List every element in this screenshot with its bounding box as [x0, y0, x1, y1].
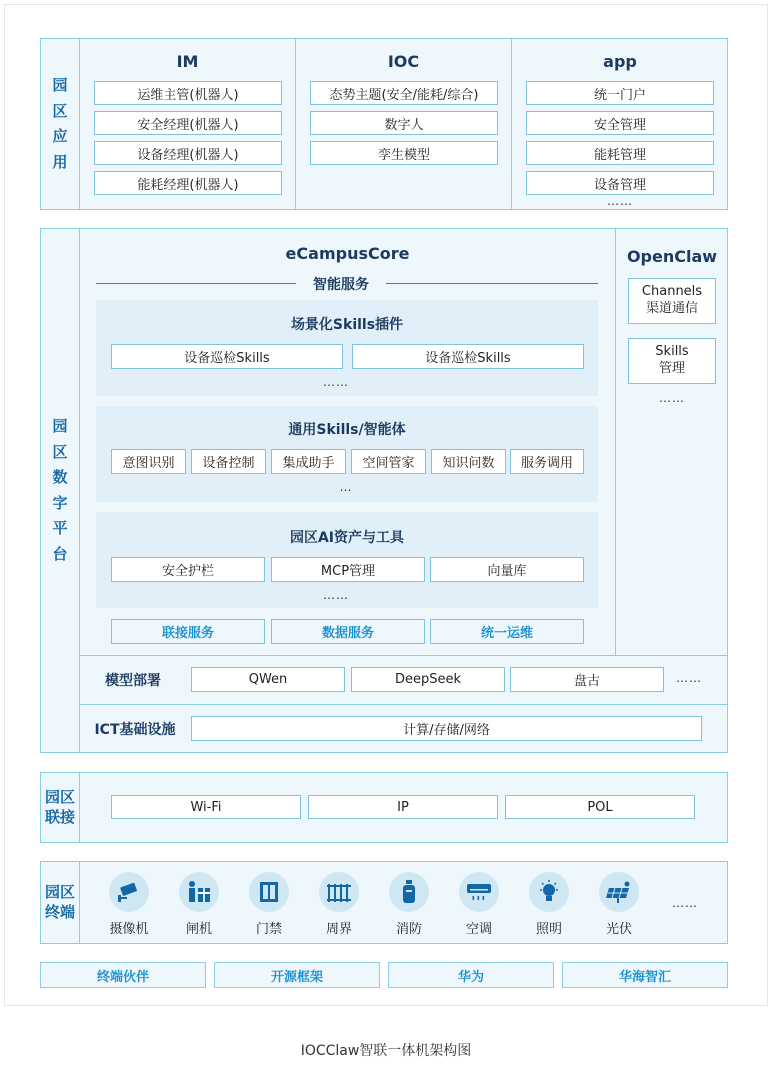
service-item: 统一运维	[430, 619, 584, 644]
gate-icon	[179, 872, 219, 912]
general-skill-item: 设备控制	[191, 449, 266, 474]
terminal-label: 照明	[535, 922, 562, 937]
general-skill-item: 空间管家	[351, 449, 426, 474]
openclaw-skills-line2: 管理	[658, 361, 685, 376]
service-item: 数据服务	[271, 619, 425, 644]
divider	[79, 772, 80, 843]
openclaw-skills-line1: Skills	[655, 344, 689, 360]
openclaw-channels-line2: 渠道通信	[645, 301, 698, 316]
model-deploy-label: 模型部署	[105, 673, 161, 689]
general-skill-item: 服务调用	[510, 449, 584, 474]
im-item: 设备经理(机器人)	[94, 141, 282, 165]
connect-item: IP	[308, 795, 498, 819]
app-title: app	[603, 52, 637, 71]
general-skills-title: 通用Skills/智能体	[288, 422, 406, 438]
partner-item: 开源框架	[214, 962, 380, 988]
model-item: QWen	[191, 667, 345, 692]
divider	[80, 704, 728, 705]
camera-icon	[109, 872, 149, 912]
solar-panel-icon	[599, 872, 639, 912]
im-item: 运维主管(机器人)	[94, 81, 282, 105]
terminal-label: 门禁	[255, 922, 282, 937]
app-item: 设备管理	[526, 171, 714, 195]
divider	[79, 861, 80, 944]
smart-service-line-left	[96, 283, 296, 284]
fire-extinguisher-icon	[389, 872, 429, 912]
divider	[80, 655, 728, 656]
model-item: DeepSeek	[351, 667, 505, 692]
app-item: 统一门户	[526, 81, 714, 105]
partner-item: 终端伙伴	[40, 962, 206, 988]
openclaw-skills	[628, 338, 716, 384]
ai-assets-more: ……	[323, 588, 349, 602]
smart-service-title: 智能服务	[313, 277, 369, 293]
ioc-item: 态势主题(安全/能耗/综合)	[310, 81, 498, 105]
terminal-label: 空调	[465, 922, 492, 937]
app-layer-label	[40, 38, 80, 210]
platform-layer-label-text: 园 区 数 字 平 台	[52, 417, 68, 563]
general-skill-item: 意图识别	[111, 449, 186, 474]
divider	[615, 228, 616, 655]
model-item: 盘古	[510, 667, 664, 692]
terminal-label: 周界	[325, 922, 352, 937]
ai-asset-item: 安全护栏	[111, 557, 265, 582]
partner-item: 华为	[388, 962, 554, 988]
ict-value: 计算/存储/网络	[191, 716, 702, 741]
terminal-layer-label-text: 园区 终端	[44, 883, 75, 921]
openclaw-more: ……	[659, 391, 685, 405]
connect-layer-label-text: 园区 联接	[44, 788, 75, 826]
connect-layer-label	[40, 772, 80, 843]
terminal-label: 光伏	[605, 922, 632, 937]
terminal-label: 摄像机	[109, 922, 149, 937]
app-layer-label-text: 园 区 应 用	[52, 76, 68, 171]
openclaw-title: OpenClaw	[626, 247, 718, 266]
im-item: 能耗经理(机器人)	[94, 171, 282, 195]
ioc-item: 数字人	[310, 111, 498, 135]
ioc-item: 孪生模型	[310, 141, 498, 165]
service-item: 联接服务	[111, 619, 265, 644]
ioc-title: IOC	[387, 52, 420, 71]
figure-caption: IOCClaw智联一体机架构图	[300, 1043, 472, 1059]
door-icon	[249, 872, 289, 912]
app-more: ……	[607, 194, 633, 208]
ai-asset-item: MCP管理	[271, 557, 425, 582]
ict-label: ICT基础设施	[94, 722, 176, 738]
ai-assets-title: 园区AI资产与工具	[289, 530, 405, 546]
terminal-more: ……	[672, 896, 698, 910]
air-conditioner-icon	[459, 872, 499, 912]
general-skill-item: 集成助手	[271, 449, 346, 474]
ai-asset-item: 向量库	[430, 557, 584, 582]
connect-item: Wi-Fi	[111, 795, 301, 819]
smart-service-line-right	[386, 283, 598, 284]
im-title: IM	[176, 52, 199, 71]
scene-skill-item: 设备巡检Skills	[111, 344, 343, 369]
ecampuscore-title: eCampusCore	[285, 244, 410, 263]
scene-skills-more: ……	[323, 375, 349, 389]
scene-skill-item: 设备巡检Skills	[352, 344, 584, 369]
terminal-layer-label	[40, 861, 80, 944]
app-item: 能耗管理	[526, 141, 714, 165]
scene-skills-title: 场景化Skills插件	[290, 317, 404, 333]
light-bulb-icon	[529, 872, 569, 912]
general-skill-item: 知识问数	[431, 449, 506, 474]
im-item: 安全经理(机器人)	[94, 111, 282, 135]
partner-item: 华海智汇	[562, 962, 728, 988]
terminal-label: 消防	[395, 922, 422, 937]
general-skills-more: …	[339, 480, 353, 494]
fence-icon	[319, 872, 359, 912]
model-more: ……	[676, 671, 702, 685]
connect-item: POL	[505, 795, 695, 819]
openclaw-channels	[628, 278, 716, 324]
terminal-label: 闸机	[185, 922, 212, 937]
platform-layer-label	[40, 228, 80, 753]
openclaw-channels-line1: Channels	[641, 284, 703, 300]
app-item: 安全管理	[526, 111, 714, 135]
